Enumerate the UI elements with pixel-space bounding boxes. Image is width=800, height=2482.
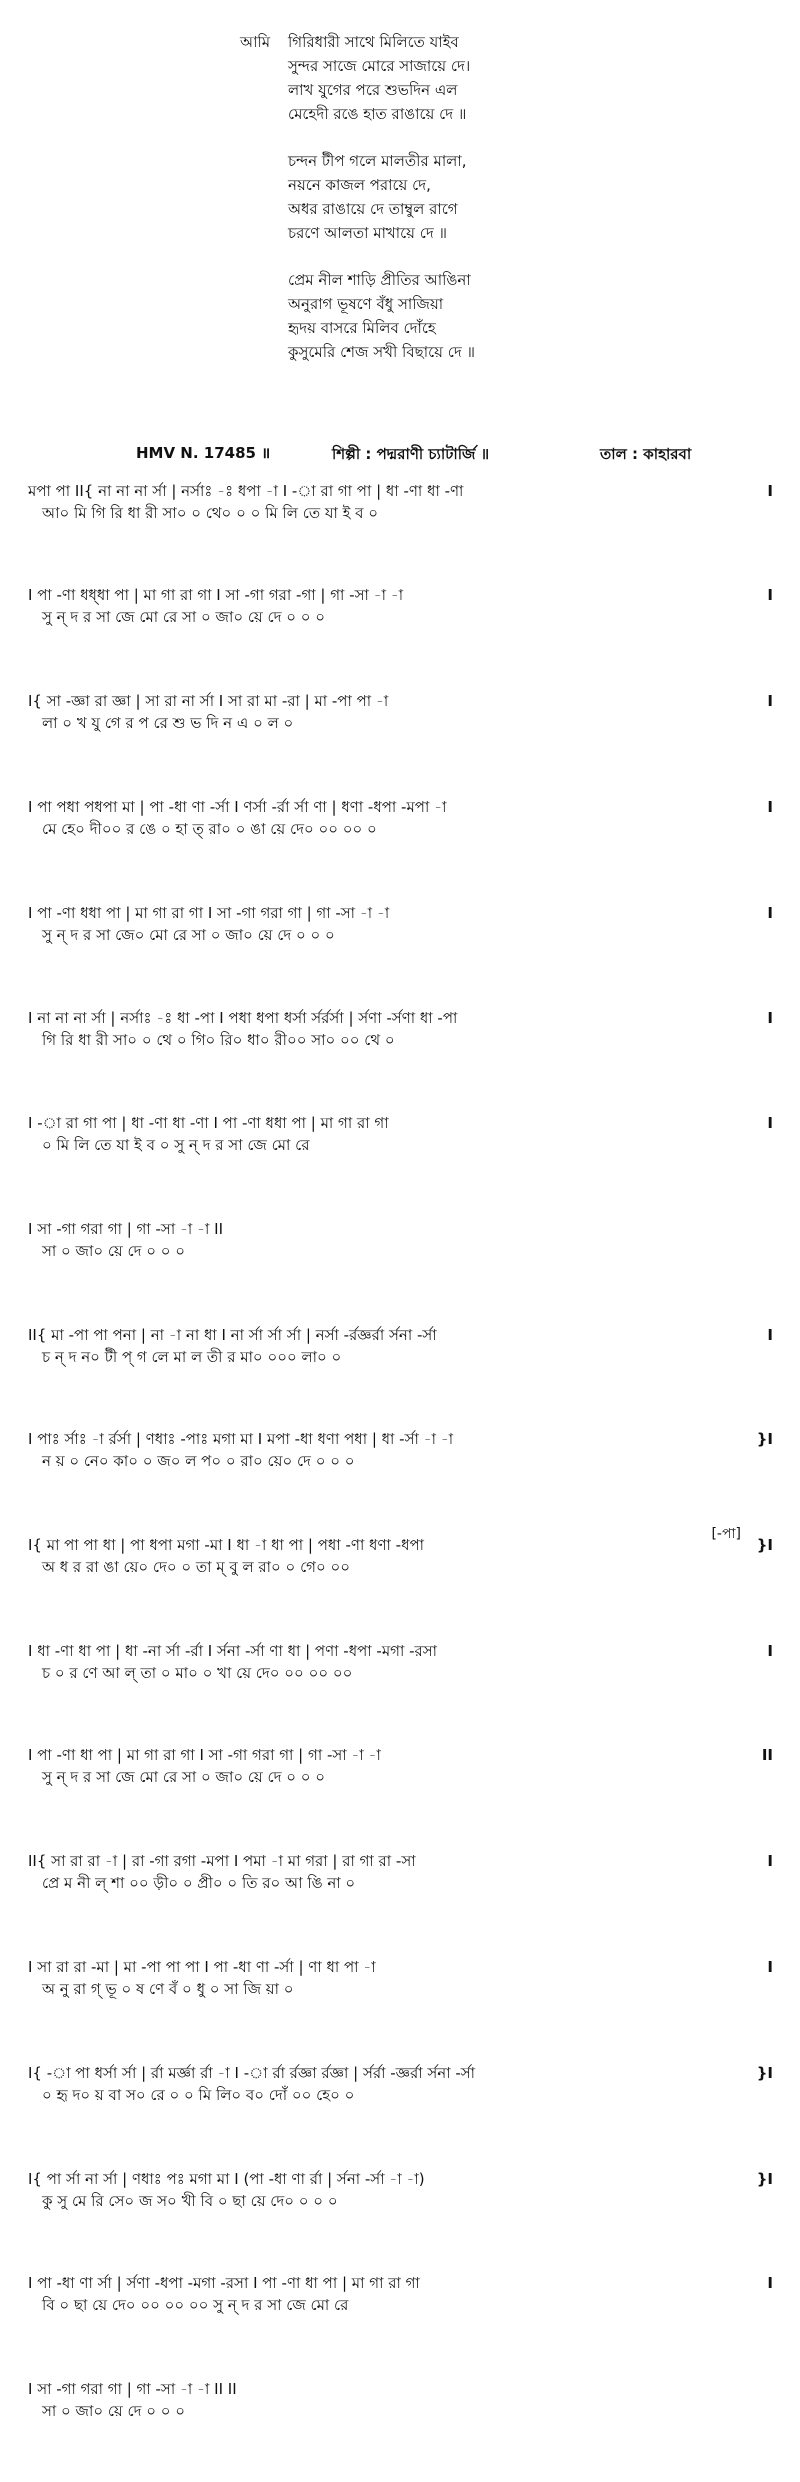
bar-end-mark: I [767, 1852, 773, 1870]
bar-end-mark: }I [756, 2170, 773, 2188]
swara-text: I ধা -ণা ধা পা | ধা -না র্সা -র্রা I র্সনা -র্সা ণা ধা | পণা -ধপা -মগা -রসা [28, 1642, 438, 1660]
bar-end-mark: I [767, 692, 773, 710]
lyric-text: কুসুমেরি শেজ সখী বিছায়ে দে ॥ [288, 343, 475, 361]
swara-text: I না না না র্সা | নর্সাঃ -ঃ ধা -পা I পধা ধপা ধর্সা র্সর্রর্সা | র্সণা -র্সণা ধা -পা [28, 1009, 458, 1027]
notation-lyric-line: আ০ মি গি রি ধা রী সা০ ০ থে০ ০ ০ মি লি তে যা ই ব ০ [42, 504, 379, 522]
notation-block [28, 1428, 773, 1532]
swara-line [28, 2378, 773, 2400]
swara-text: I{ পা র্সা না র্সা | ণধাঃ পঃ মগা মা I (পা -ধা ণা র্রা | র্সনা -র্সা -া -া) [28, 2170, 425, 2188]
bar-end-mark: I [767, 1326, 773, 1344]
notation-lyric-line: ন য় ০ নে০ কা০ ০ জ০ ল প০ ০ রা০ য়ে০ দে ০ ০ ০ [42, 1452, 355, 1470]
swara-line [28, 1744, 773, 1766]
swara-line [28, 1850, 773, 1872]
bar-end-mark: I [767, 904, 773, 922]
notation-lyric-line: প্রে ম নী ল্ শা ০০ ড়ী০ ০ প্রী০ ০ তি র০ আ ঙি না ০ [42, 1874, 356, 1892]
song-lyrics [240, 30, 760, 387]
swara-line [28, 584, 773, 606]
notation-block [28, 1112, 773, 1216]
notation-lyric-line: সু ন্ দ র সা জে মো রে সা ০ জা০ য়ে দে ০ ০ ০ [42, 608, 326, 626]
lyric-stanza [240, 268, 760, 364]
lyric-text: অধর রাঙায়ে দে তাম্বুল রাগে [288, 200, 458, 218]
notation-block [28, 480, 773, 584]
bar-end-mark: I [767, 1009, 773, 1027]
swara-text: I{ মা পা পা ধা | পা ধপা মগা -মা I ধা -া ধা পা | পধা -ণা ধণা -ধপা [28, 1536, 425, 1554]
lyric-line [240, 78, 760, 102]
lyric-stanza [240, 149, 760, 245]
lyric-line [240, 149, 760, 173]
record-number: HMV N. 17485 ॥ [136, 444, 271, 462]
notation-block [28, 2378, 773, 2482]
notation-lyric-line: সু ন্ দ র সা জে০ মো রে সা ০ জা০ য়ে দে ০ ০ ০ [42, 926, 335, 944]
swara-text: I সা রা রা -মা | মা -পা পা পা I পা -ধা ণা -র্সা | ণা ধা পা -া [28, 1958, 376, 1976]
swara-text: I সা -গা গরা গা | গা -সা -া -া II [28, 1220, 224, 1238]
notation-block [28, 1526, 773, 1638]
notation-block [28, 796, 773, 900]
notation-block [28, 1640, 773, 1744]
swara-line [28, 1534, 773, 1556]
notation-lyric-line: কু সু মে রি সে০ জ স০ খী বি ০ ছা য়ে দে০ ০ ০ ০ [42, 2192, 338, 2210]
swara-line [28, 1324, 773, 1346]
swara-line [28, 2062, 773, 2084]
swara-line [28, 1956, 773, 1978]
lyric-line [240, 292, 760, 316]
notation-lyric-line: সা ০ জা০ য়ে দে ০ ০ ০ [42, 2402, 186, 2420]
swara-text: I পাঃ র্সাঃ -া র্রর্সা | ণধাঃ -পাঃ মগা মা I মপা -ধা ধণা পধা | ধা -র্সা -া -া [28, 1430, 454, 1448]
lyric-text: চরণে আলতা মাখায়ে দে ॥ [288, 224, 447, 242]
lyric-text: গিরিধারী সাথে মিলিতে যাইব [288, 33, 459, 51]
notation-lyric-line: চ ০ র ণে আ ল্ তা ০ মা০ ০ খা য়ে দে০ ০০ ০০ ০০ [42, 1664, 353, 1682]
lyric-text: অনুরাগ ভূষণে বঁধু সাজিয়া [288, 295, 444, 313]
notation-block [28, 1007, 773, 1111]
bar-end-mark: }I [756, 2064, 773, 2082]
artist-credit: শিল্পী : পদ্মরাণী চ্যাটার্জি ॥ [332, 445, 490, 463]
bar-end-mark: I [767, 1642, 773, 1660]
bar-end-mark: I [767, 2274, 773, 2292]
notation-block [28, 1744, 773, 1848]
bar-end-mark: I [767, 1114, 773, 1132]
lyric-text: হৃদয় বাসরে মিলিব দোঁহে [288, 319, 436, 337]
bar-end-mark: I [767, 1958, 773, 1976]
lyric-stanza [240, 30, 760, 126]
notation-lyric-line: চ ন্ দ ন০ টী প্ গ লে মা ল তী র মা০ ০০০ লা০ ০ [42, 1348, 342, 1366]
notation-lyric-line: সা ০ জা০ য়ে দে ০ ০ ০ [42, 1242, 186, 1260]
notation-lyric-line: বি ০ ছা য়ে দে০ ০০ ০০ ০০ সু ন্ দ র সা জে মো রে [42, 2296, 349, 2314]
swara-text: I -া রা গা পা | ধা -ণা ধা -ণা I পা -ণা ধধা পা | মা গা রা গা [28, 1114, 389, 1132]
lyric-text: নয়নে কাজল পরায়ে দে, [288, 176, 431, 194]
swara-line [28, 2272, 773, 2294]
notation-lyric-line: মে হে০ দী০০ র ঙে ০ হা ত্ রা০ ০ ঙা য়ে দে০ ০০ ০০ ০ [42, 820, 377, 838]
lyric-line [240, 316, 760, 340]
swara-line [28, 1007, 773, 1029]
swara-line [28, 1112, 773, 1134]
notation-block [28, 2062, 773, 2166]
swara-text: I সা -গা গরা গা | গা -সা -া -া II II [28, 2380, 237, 2398]
notation-lyric-line: গি রি ধা রী সা০ ০ থে ০ গি০ রি০ ধা০ রী০০ সা০ ০০ থে ০ [42, 1031, 395, 1049]
lyric-text: সুন্দর সাজে মোরে সাজায়ে দে। [288, 57, 471, 75]
bar-end-mark: I [767, 586, 773, 604]
swara-text: I পা -ণা ধধ্ধা পা | মা গা রা গা I সা -গা গরা -গা | গা -সা -া -া [28, 586, 404, 604]
swara-text: মপা পা II{ না না না র্সা | নর্সাঃ -ঃ ধপা -া I -া রা গা পা | ধা -ণা ধা -ণা [28, 482, 464, 500]
lyric-line [240, 54, 760, 78]
lyric-line [240, 197, 760, 221]
variant-annotation: [-পা] [711, 1526, 741, 1542]
bar-end-mark: }I [756, 1536, 773, 1554]
notation-block [28, 902, 773, 1006]
swara-text: I পা -ণা ধধা পা | মা গা রা গা I সা -গা গরা গা | গা -সা -া -া [28, 904, 390, 922]
swara-line [28, 2168, 773, 2190]
swara-text: I{ সা -জ্ঞা রা জ্ঞা | সা রা না র্সা I সা রা মা -রা | মা -পা পা -া [28, 692, 389, 710]
notation-lyric-line: সু ন্ দ র সা জে মো রে সা ০ জা০ য়ে দে ০ ০ ০ [42, 1768, 326, 1786]
bar-end-mark: I [767, 798, 773, 816]
bar-end-mark: I [767, 482, 773, 500]
notation-block [28, 2272, 773, 2376]
bar-end-mark: II [761, 1746, 773, 1764]
notation-block [28, 1850, 773, 1954]
notation-lyric-line: অ ধ র রা ঙা য়ে০ দে০ ০ তা ম্ বু ল রা০ ০ গে০ ০০ [42, 1558, 351, 1576]
notation-block [28, 1324, 773, 1428]
swara-line [28, 796, 773, 818]
lyric-line [240, 221, 760, 245]
swara-text: I{ -া পা ধর্সা র্সা | র্রা মর্জ্ঞা র্রা -া I -া র্রা র্রজ্ঞা র্রজ্ঞা | র্সর্রা -জ্ঞর্রা র্সনা -র্সা [28, 2064, 476, 2082]
swara-text: I পা -ণা ধা পা | মা গা রা গা I সা -গা গরা গা | গা -সা -া -া [28, 1746, 381, 1764]
lyric-line [240, 102, 760, 126]
lyric-line [240, 340, 760, 364]
lyric-text: প্রেম নীল শাড়ি প্রীতির আঙিনা [288, 271, 471, 289]
bar-end-mark: }I [756, 1430, 773, 1448]
swara-line [28, 1218, 773, 1240]
tala-label: তাল : কাহারবা [600, 445, 692, 463]
swara-line [28, 1428, 773, 1450]
swara-text: II{ মা -পা পা পনা | না -া না ধা I না র্সা র্সা র্সা | নর্সা -র্রজ্ঞর্রা র্সনা -র্সা [28, 1326, 437, 1344]
swara-line [28, 902, 773, 924]
swara-line [28, 1640, 773, 1662]
lyric-line [240, 268, 760, 292]
notation-block [28, 1218, 773, 1322]
notation-lyric-line: ০ মি লি তে যা ই ব ০ সু ন্ দ র সা জে মো রে [42, 1136, 310, 1154]
notation-lyric-line: ০ হৃ দ০ য় বা স০ রে ০ ০ মি লি০ ব০ দোঁ ০০ হে০ ০ [42, 2086, 355, 2104]
notation-block [28, 1956, 773, 2060]
lyric-text: মেহেদী রঙে হাত রাঙায়ে দে ॥ [288, 105, 467, 123]
notation-lyric-line: লা ০ খ যু গে র প রে শু ভ দি ন এ ০ ল ০ [42, 714, 294, 732]
notation-lyric-line: অ নু রা গ্ ভূ ০ ষ ণে বঁ ০ ধু ০ সা জি য়া ০ [42, 1980, 294, 1998]
swara-line [28, 480, 773, 502]
lyric-line [240, 30, 760, 54]
swara-line [28, 690, 773, 712]
lyric-text: চন্দন টীপ গলে মালতীর মালা, [288, 152, 467, 170]
lyric-text: লাখ যুগের পরে শুভদিন এল [288, 81, 458, 99]
notation-block [28, 2168, 773, 2272]
lyric-lead-word: আমি [240, 33, 271, 51]
swara-text: I পা পধা পধপা মা | পা -ধা ণা -র্সা I ণর্সা -র্রা র্সা ণা | ধণা -ধপা -মপা -া [28, 798, 447, 816]
swara-text: II{ সা রা রা -া | রা -গা রগা -মপা I পমা -া মা গরা | রা গা রা -সা [28, 1852, 416, 1870]
lyric-line [240, 173, 760, 197]
notation-block [28, 690, 773, 794]
notation-block [28, 584, 773, 688]
swara-text: I পা -ধা ণা র্সা | র্সণা -ধপা -মগা -রসা I পা -ণা ধা পা | মা গা রা গা [28, 2274, 420, 2292]
